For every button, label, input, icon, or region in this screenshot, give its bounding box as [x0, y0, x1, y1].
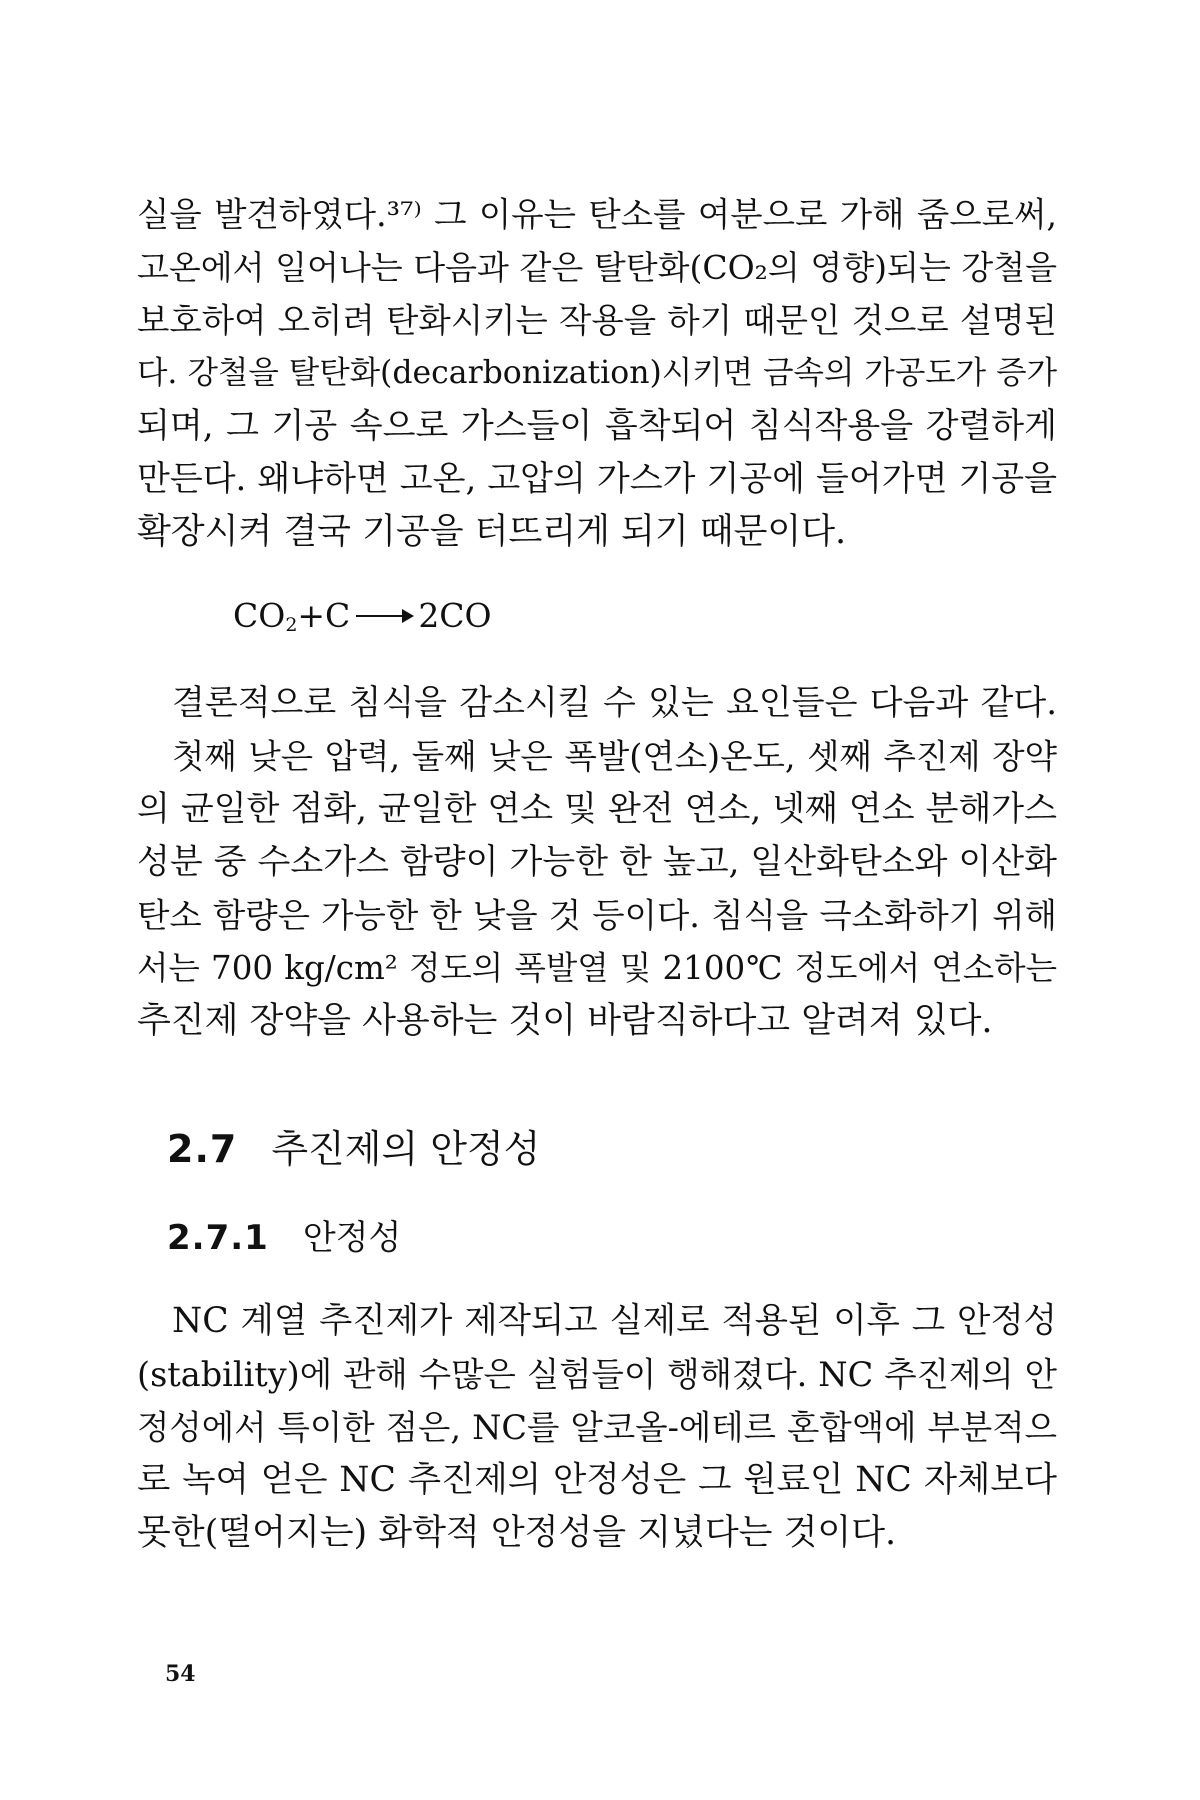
text-line: 추진제 장약을 사용하는 것이 바람직하다고 알려져 있다.: [137, 1001, 993, 1041]
text-line: 정성에서 특이한 점은, NC를 알코올-에테르 혼합액에 부분적으: [137, 1408, 1057, 1447]
text-line: 탄소 함량은 가능한 한 낮을 것 등이다. 침식을 극소화하기 위해: [137, 896, 1057, 935]
text-line: 첫째 낮은 압력, 둘째 낮은 폭발(연소)온도, 셋째 추진제 장약: [172, 737, 1057, 776]
text-line: 다. 강철을 탈탄화(decarbonization)시키면 금속의 가공도가 증가: [137, 355, 1057, 391]
text-line: NC 계열 추진제가 제작되고 실제로 적용된 이후 그 안정성: [172, 1301, 1057, 1341]
page-number: 54: [165, 1661, 196, 1687]
text-line: 만든다. 왜냐하면 고온, 고압의 가스가 기공에 들어가면 기공을: [137, 459, 1057, 499]
text-line: 못한(떨어지는) 화학적 안정성을 지녔다는 것이다.: [137, 1513, 897, 1553]
text-line: 서는 700 kg/cm² 정도의 폭발열 및 2100℃ 정도에서 연소하는: [137, 949, 1057, 987]
subsection-title: 안정성: [302, 1218, 402, 1258]
text-line: 실을 발견하였다.³⁷⁾ 그 이유는 탄소를 여분으로 가해 줌으로써,: [137, 195, 1057, 234]
text-line: 되며, 그 기공 속으로 가스들이 흡착되어 침식작용을 강렬하게: [137, 406, 1057, 446]
paragraph-stability: [137, 1295, 1057, 1560]
text-line: 고온에서 일어나는 다음과 같은 탈탄화(CO₂의 영향)되는 강철을: [137, 248, 1057, 287]
paragraph-erosion-factors: [137, 677, 1057, 1048]
equation-product: 2CO: [418, 596, 492, 635]
paragraph-erosion-decarbonization: [137, 188, 1057, 559]
text-line: 로 녹여 얻은 NC 추진제의 안정성은 그 원료인 NC 자체보다: [137, 1460, 1057, 1500]
subsection-number: 2.7.1: [167, 1218, 269, 1258]
reaction-arrow-icon: [356, 615, 412, 617]
text-line: 보호하여 오히려 탄화시키는 작용을 하기 때문인 것으로 설명된: [137, 301, 1057, 340]
equation-reactant-co2: [233, 596, 297, 636]
section-heading: [167, 1118, 540, 1173]
chemical-equation: [233, 596, 492, 636]
text-line: 성분 중 수소가스 함량이 가능한 한 높고, 일산화탄소와 이산화: [137, 842, 1057, 882]
subsection-heading: [167, 1210, 401, 1259]
section-number: 2.7: [167, 1127, 238, 1171]
text-line: 결론적으로 침식을 감소시킬 수 있는 요인들은 다음과 같다.: [172, 683, 1057, 723]
text-line: 확장시켜 결국 기공을 터뜨리게 되기 때문이다.: [137, 512, 847, 552]
equation-plus-carbon: +C: [297, 596, 351, 635]
section-title: 추진제의 안정성: [271, 1127, 541, 1171]
text-line: (stability)에 관해 수많은 실험들이 행해졌다. NC 추진제의 안: [137, 1355, 1057, 1394]
equation-subscript: 2: [285, 614, 298, 636]
text-line: 의 균일한 점화, 균일한 연소 및 완전 연소, 넷째 연소 분해가스: [137, 789, 1057, 829]
equation-co: CO: [233, 596, 286, 635]
